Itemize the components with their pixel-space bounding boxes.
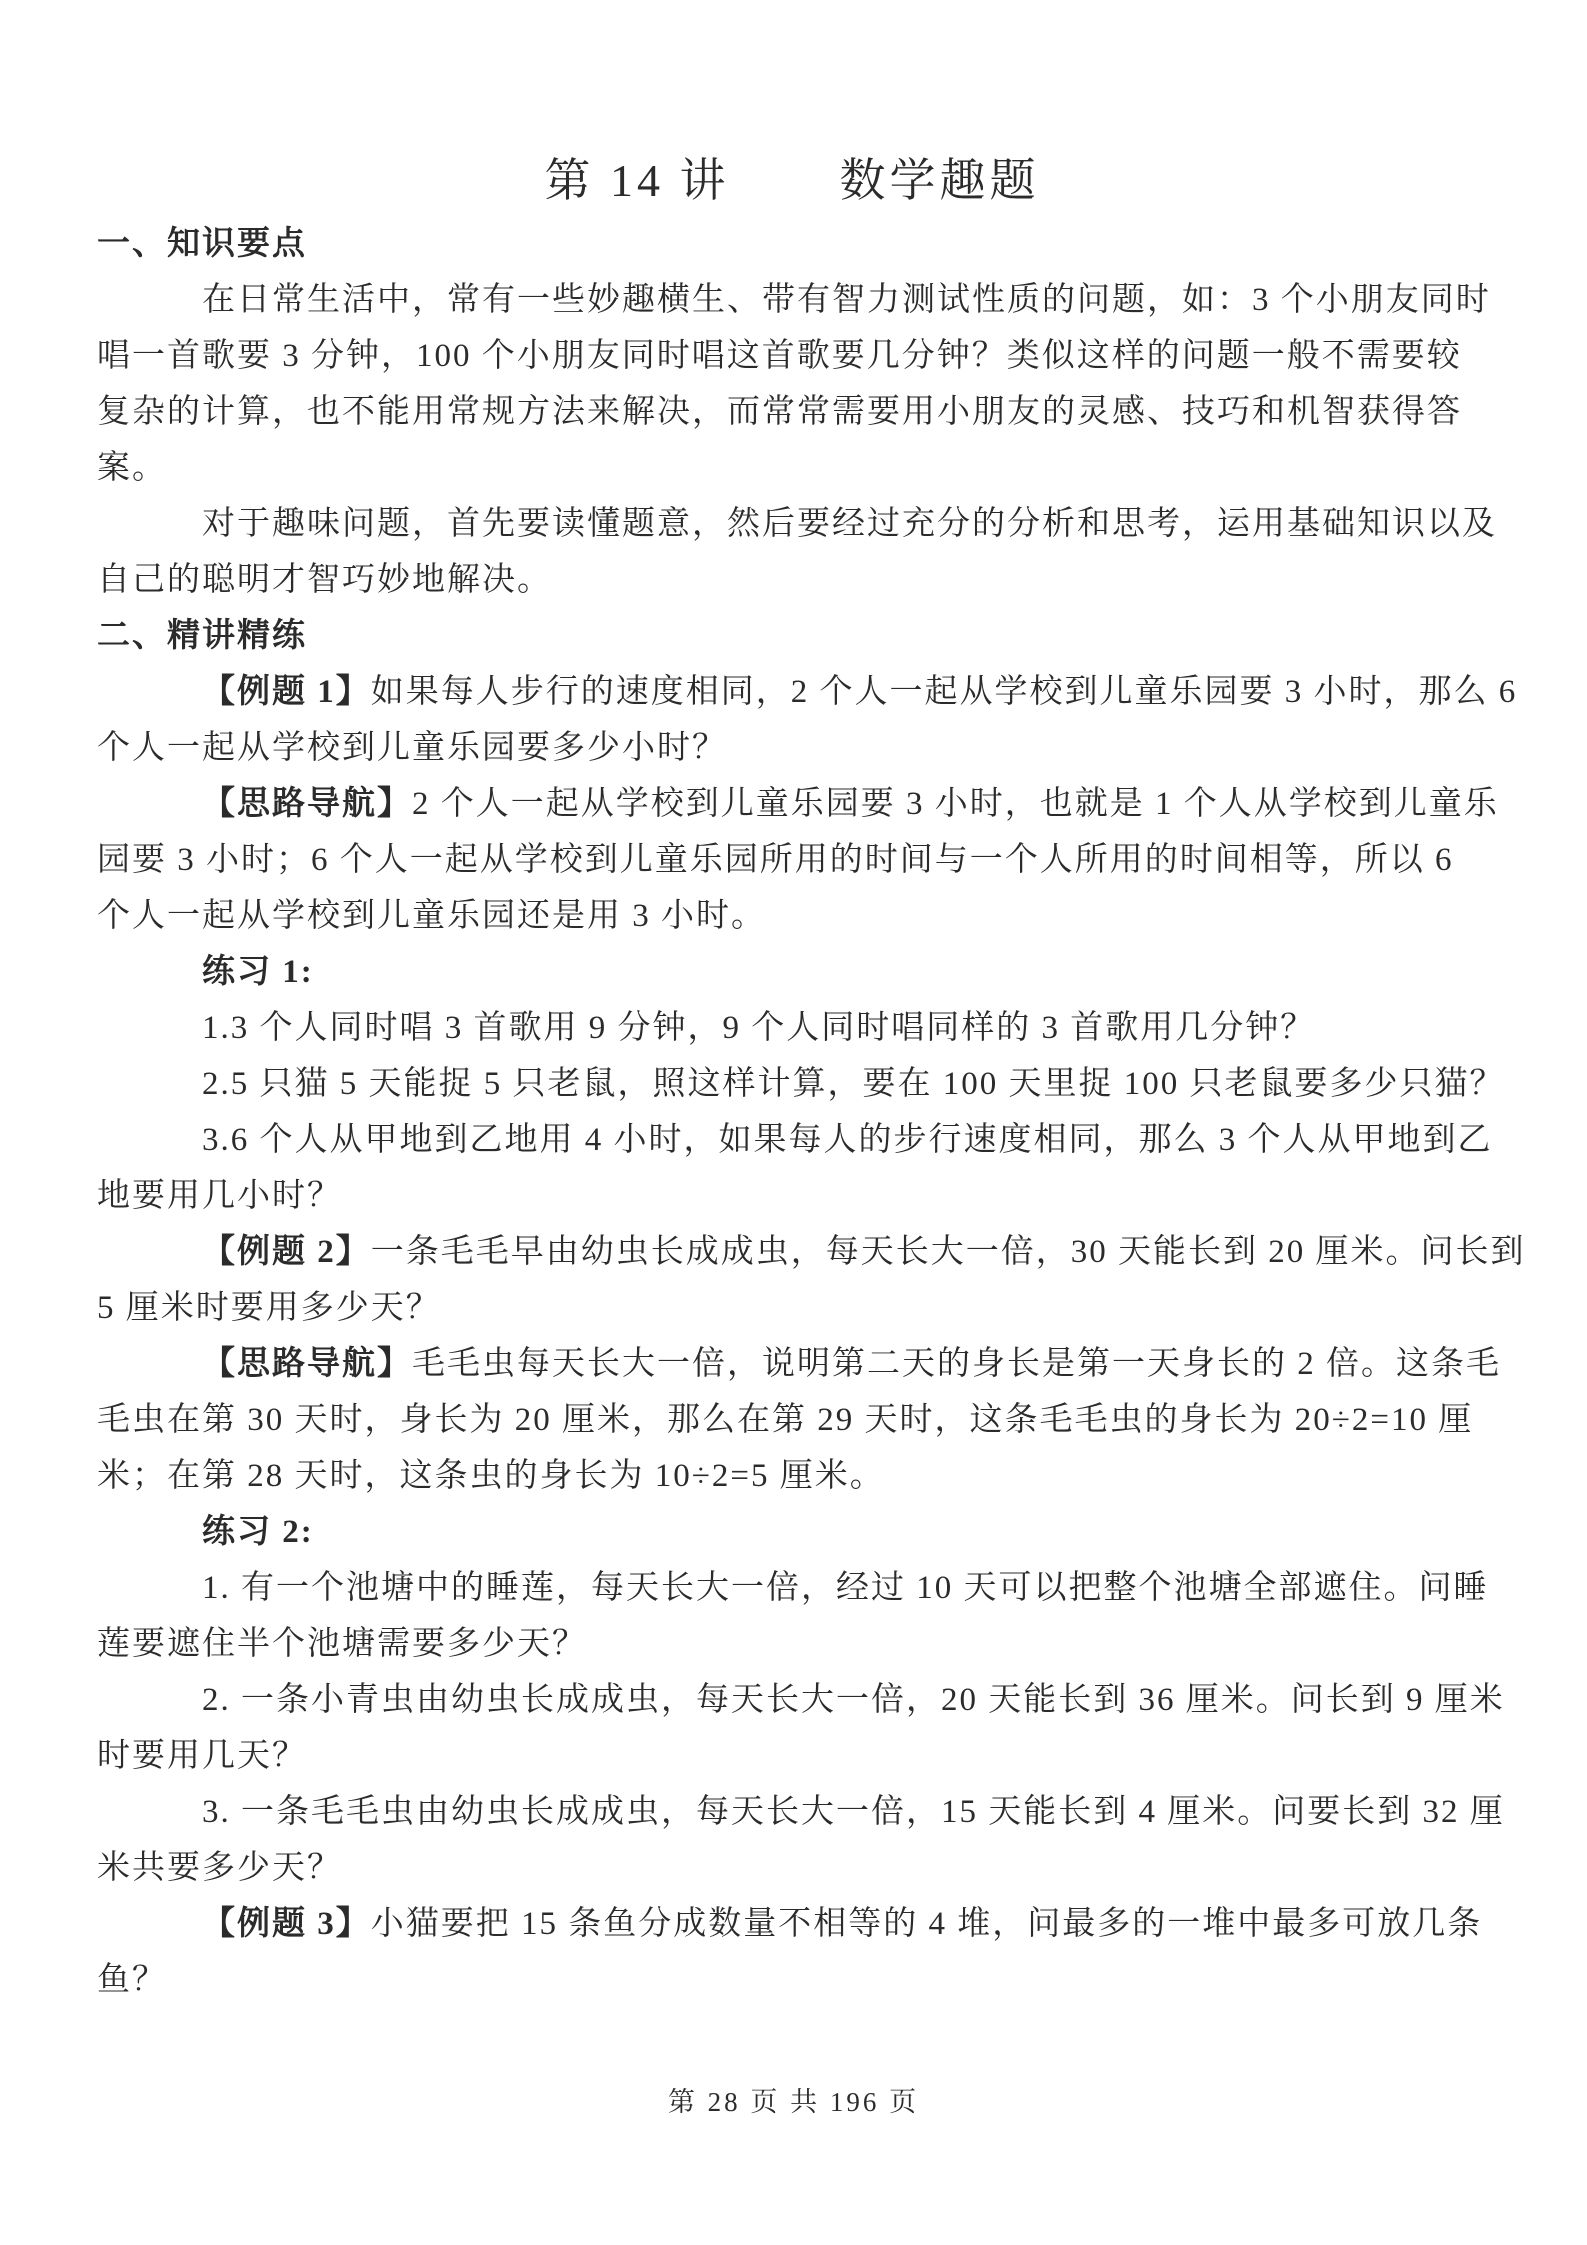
text-line bbox=[97, 832, 1487, 888]
line-text: 时要用几天？ bbox=[97, 1738, 307, 1774]
line-text: 唱一首歌要 3 分钟，100 个小朋友同时唱这首歌要几分钟？类似这样的问题一般不需要较 bbox=[97, 338, 1462, 374]
line-text: 3. 一条毛毛虫由幼虫长成成虫，每天长大一倍，15 天能长到 4 厘米。问要长到 32 厘 bbox=[202, 1794, 1505, 1830]
text-line bbox=[97, 1616, 1487, 1672]
line-text: 在日常生活中，常有一些妙趣横生、带有智力测试性质的问题，如：3 个小朋友同时 bbox=[202, 282, 1491, 318]
page-number: 第 28 页 共 196 页 bbox=[667, 2087, 920, 2117]
heading-text: 练习 1: bbox=[202, 954, 314, 990]
line-text: 小猫要把 15 条鱼分成数量不相等的 4 堆，问最多的一堆中最多可放几条 bbox=[370, 1906, 1483, 1942]
heading-text: 二、精讲精练 bbox=[97, 618, 307, 654]
text-line bbox=[97, 888, 1487, 944]
text-line bbox=[97, 1392, 1487, 1448]
text-line bbox=[97, 384, 1487, 440]
line-text: 个人一起从学校到儿童乐园还是用 3 小时。 bbox=[97, 898, 766, 934]
line-text: 毛毛虫每天长大一倍，说明第二天的身长是第一天身长的 2 倍。这条毛 bbox=[412, 1346, 1501, 1382]
line-text: 2 个人一起从学校到儿童乐园要 3 小时，也就是 1 个人从学校到儿童乐 bbox=[412, 786, 1499, 822]
line-text: 毛虫在第 30 天时，身长为 20 厘米，那么在第 29 天时，这条毛毛虫的身长为 20÷2=10 厘 bbox=[97, 1402, 1474, 1438]
guide-1-line bbox=[97, 776, 1499, 832]
text-line bbox=[97, 1952, 1487, 2008]
line-text: 鱼？ bbox=[97, 1962, 167, 1998]
page-title bbox=[97, 146, 1487, 216]
text-line bbox=[97, 1168, 1487, 1224]
document-body bbox=[97, 0, 1526, 2008]
exercise-item bbox=[97, 1000, 1487, 1056]
exercise-item bbox=[97, 1056, 1505, 1112]
heading-text: 一、知识要点 bbox=[97, 226, 307, 262]
section-heading-knowledge bbox=[97, 216, 1487, 272]
line-text: 一条毛毛早由幼虫长成成虫，每天长大一倍，30 天能长到 20 厘米。问长到 bbox=[370, 1234, 1526, 1270]
exercise-item bbox=[97, 1112, 1493, 1168]
line-text: 1. 有一个池塘中的睡莲，每天长大一倍，经过 10 天可以把整个池塘全部遮住。问睡 bbox=[202, 1570, 1489, 1606]
line-text: 1.3 个人同时唱 3 首歌用 9 分钟，9 个人同时唱同样的 3 首歌用几分钟？ bbox=[202, 1010, 1316, 1046]
line-text: 复杂的计算，也不能用常规方法来解决，而常常需要用小朋友的灵感、技巧和机智获得答 bbox=[97, 394, 1462, 430]
text-line bbox=[97, 552, 1487, 608]
example-2-label: 【例题 2】 bbox=[202, 1234, 371, 1270]
document-content bbox=[97, 216, 1526, 2008]
line-text: 莲要遮住半个池塘需要多少天？ bbox=[97, 1626, 587, 1662]
example-1-label: 【例题 1】 bbox=[202, 674, 371, 710]
text-line bbox=[97, 328, 1487, 384]
lecture-number: 第 14 讲 bbox=[544, 155, 730, 206]
text-line bbox=[97, 496, 1497, 552]
section-heading-practice bbox=[97, 608, 1487, 664]
guide-label: 【思路导航】 bbox=[202, 786, 412, 822]
lecture-subject: 数学趣题 bbox=[839, 155, 1040, 206]
line-text: 2. 一条小青虫由幼虫长成成虫，每天长大一倍，20 天能长到 36 厘米。问长到 9 厘米 bbox=[202, 1682, 1505, 1718]
line-text: 5 厘米时要用多少天？ bbox=[97, 1290, 441, 1326]
line-text: 自己的聪明才智巧妙地解决。 bbox=[97, 562, 552, 598]
text-line bbox=[97, 1280, 1487, 1336]
text-line bbox=[97, 440, 1487, 496]
line-text: 米共要多少天？ bbox=[97, 1850, 342, 1886]
line-text: 2.5 只猫 5 天能捉 5 只老鼠，照这样计算，要在 100 天里捉 100 只老鼠要多少只猫？ bbox=[202, 1066, 1505, 1102]
exercise-item bbox=[97, 1672, 1505, 1728]
line-text: 米；在第 28 天时，这条虫的身长为 10÷2=5 厘米。 bbox=[97, 1458, 885, 1494]
guide-2-line bbox=[97, 1336, 1501, 1392]
line-text: 对于趣味问题，首先要读懂题意，然后要经过充分的分析和思考，运用基础知识以及 bbox=[202, 506, 1497, 542]
line-text: 地要用几小时？ bbox=[97, 1178, 342, 1214]
text-line bbox=[97, 1728, 1487, 1784]
line-text: 案。 bbox=[97, 450, 167, 486]
line-text: 3.6 个人从甲地到乙地用 4 小时，如果每人的步行速度相同，那么 3 个人从甲地到乙 bbox=[202, 1122, 1493, 1158]
text-line bbox=[97, 1448, 1487, 1504]
text-line bbox=[97, 1840, 1487, 1896]
line-text: 个人一起从学校到儿童乐园要多少小时？ bbox=[97, 730, 727, 766]
line-text: 园要 3 小时；6 个人一起从学校到儿童乐园所用的时间与一个人所用的时间相等，所以 6 bbox=[97, 842, 1454, 878]
guide-label: 【思路导航】 bbox=[202, 1346, 412, 1382]
example-3-line bbox=[97, 1896, 1487, 1952]
exercise-2-heading bbox=[97, 1504, 1487, 1560]
text-line bbox=[97, 720, 1487, 776]
example-1-line bbox=[97, 664, 1518, 720]
text-line bbox=[97, 272, 1491, 328]
exercise-1-heading bbox=[97, 944, 1487, 1000]
exercise-item bbox=[97, 1560, 1487, 1616]
line-text: 如果每人步行的速度相同，2 个人一起从学校到儿童乐园要 3 小时，那么 6 bbox=[370, 674, 1518, 710]
heading-text: 练习 2: bbox=[202, 1514, 314, 1550]
example-3-label: 【例题 3】 bbox=[202, 1906, 371, 1942]
exercise-item bbox=[97, 1784, 1505, 1840]
example-2-line bbox=[97, 1224, 1526, 1280]
